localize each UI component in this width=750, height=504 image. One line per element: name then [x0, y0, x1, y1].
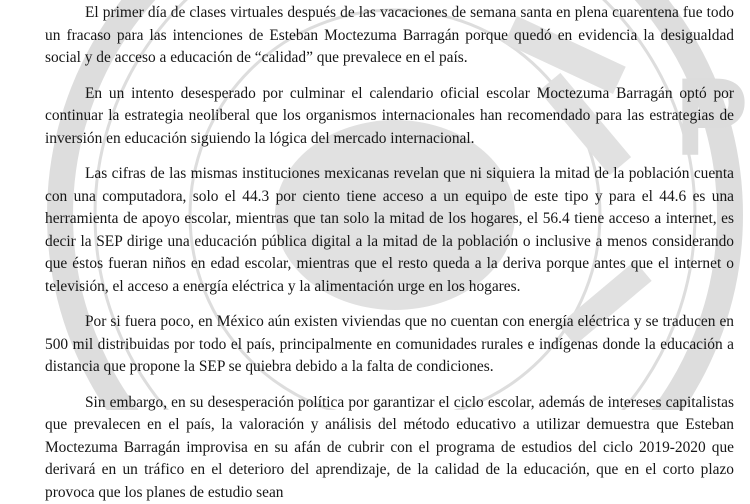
watermark-letter: P: [675, 56, 748, 179]
paragraph-4: Por si fuera poco, en México aún existen viviendas que no cuentan con energía eléctrica y se traducen en 500 mil distribuidas por todo el país, principalmente en comunidades rurales e indígenas donde la educación a distancia que propone la SEP se quiebra debido a la falta de condiciones.: [45, 311, 734, 379]
paragraph-2: En un intento desesperado por culminar el calendario oficial escolar Moctezuma Barragán optó por continuar la estrategia neoliberal que los organismos internacionales han recomendado para las estrategias de inversión en educación siguiendo la lógica del mercado internacional.: [45, 83, 734, 151]
paragraph-3: Las cifras de las mismas instituciones mexicanas revelan que ni siquiera la mitad de la población cuenta con una computadora, solo el 44.3 por ciento tiene acceso a un equipo de este tipo y para el 44.6 es una herramienta de apoyo escolar, mientras que tan solo la mitad de los hogares, el 56.4 tiene acceso a internet, es decir la SEP dirige una educación pública digital a la mitad de la población o inclusive a menos considerando que éstos fueran niños en edad escolar, mientras que el resto queda a la deriva porque antes que el internet o televisión, el acceso a energía eléctrica y la alimentación urge en los hogares.: [45, 163, 734, 298]
paragraph-1: El primer día de clases virtuales después de las vacaciones de semana santa en plena cuarentena fue todo un fracaso para las intenciones de Esteban Moctezuma Barragán porque quedó en evidencia la desigualdad social y de acceso a educación de “calidad” que prevalece en el país.: [45, 2, 734, 70]
paragraph-5: Sin embargo, en su desesperación política por garantizar el ciclo escolar, además de intereses capitalistas que prevalecen en el país, la valoración y análisis del método educativo a utilizar demuestra que Esteban Moctezuma Barragán improvisa en su afán de cubrir con el programa de estudios del ciclo 2019-2020 que derivará en un tráfico en el deterioro del aprendizaje, de la calidad de la educación, que en el corto plazo provoca que los planes de estudio sean: [45, 392, 734, 504]
